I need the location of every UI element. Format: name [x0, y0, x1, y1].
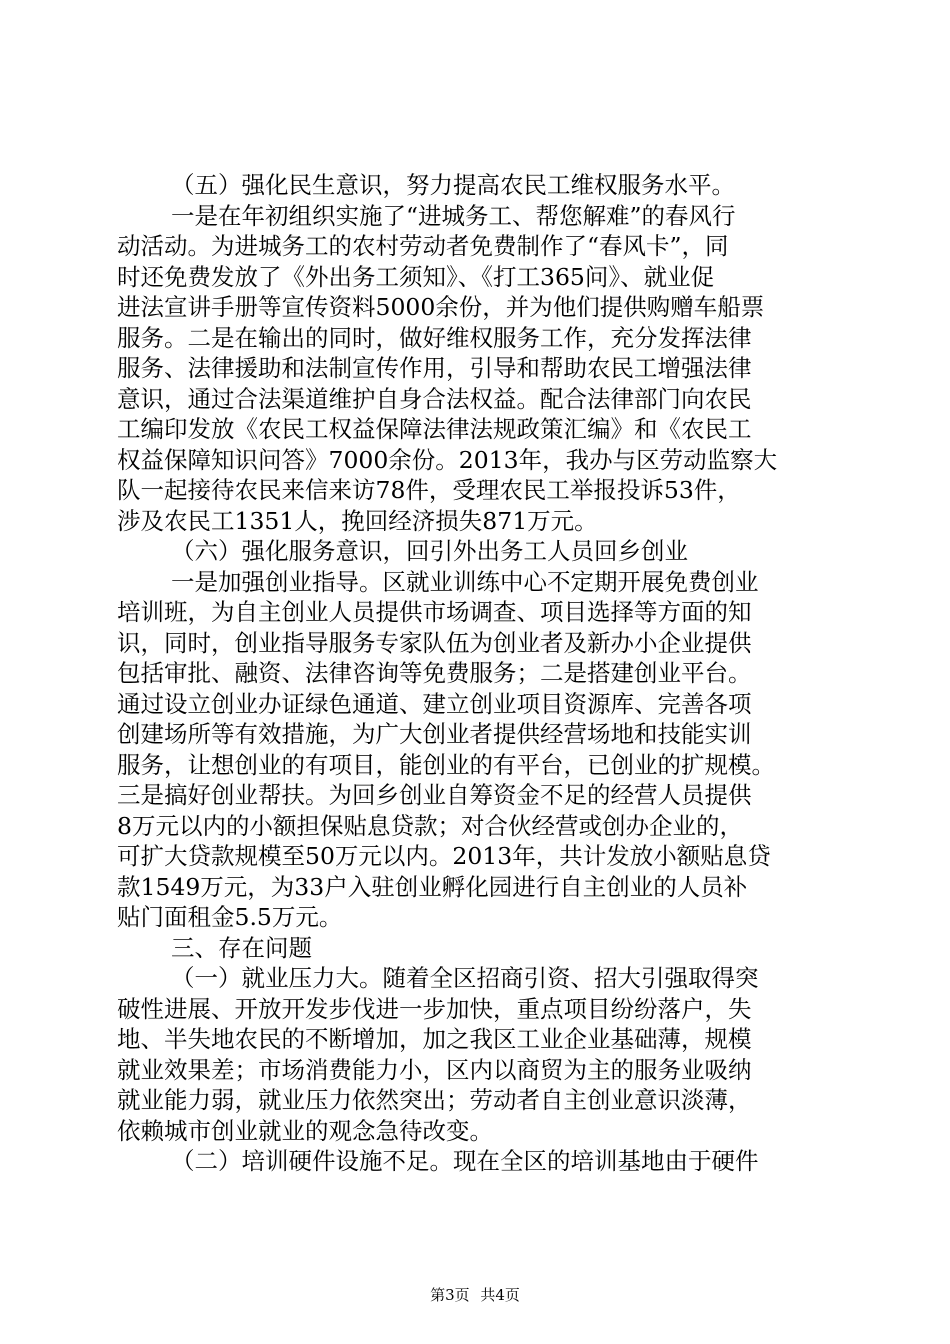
text-line: 包括审批、融资、法律咨询等免费服务；二是搭建创业平台。 — [117, 659, 752, 687]
text-line: 贴门面租金5.5万元。 — [117, 903, 343, 931]
text-line: （二）培训硬件设施不足。现在全区的培训基地由于硬件 — [171, 1147, 759, 1175]
text-line: 就业效果差；市场消费能力小，区内以商贸为主的服务业吸纳 — [117, 1055, 752, 1084]
text-line: （一）就业压力大。随着全区招商引资、招大引强取得突 — [171, 964, 759, 992]
text-line: 破性进展、开放开发步伐进一步加快，重点项目纷纷落户，失 — [117, 994, 752, 1023]
text-line: 识，同时，创业指导服务专家队伍为创业者及新办小企业提供 — [117, 628, 752, 657]
document-body — [117, 170, 837, 1177]
text-line: 一是加强创业指导。区就业训练中心不定期开展免费创业 — [171, 567, 759, 596]
text-line: 涉及农民工1351人，挽回经济损失871万元。 — [117, 506, 598, 535]
text-line: 可扩大贷款规模至50万元以内。2013年，共计发放小额贴息贷 — [117, 842, 771, 870]
text-line: 队一起接待农民来信来访78件，受理农民工举报投诉53件， — [117, 476, 741, 504]
page-footer — [0, 1285, 950, 1305]
text-line: 服务。二是在输出的同时，做好维权服务工作，充分发挥法律 — [117, 323, 752, 352]
text-line: 通过设立创业办证绿色通道、建立创业项目资源库、完善各项 — [117, 689, 752, 718]
text-line: 就业能力弱，就业压力依然突出；劳动者自主创业意识淡薄， — [117, 1086, 752, 1114]
page-number: 第3页 — [430, 1286, 470, 1304]
text-line: 服务，让想创业的有项目，能创业的有平台，已创业的扩规模。 — [117, 750, 775, 779]
text-line: 进法宣讲手册等宣传资料5000余份，并为他们提供购赠车船票 — [117, 293, 765, 321]
text-line: 款1549万元，为33户入驻创业孵化园进行自主创业的人员补 — [117, 872, 748, 901]
text-line: 工编印发放《农民工权益保障法律法规政策汇编》和《农民工 — [117, 415, 752, 443]
text-line: （六）强化服务意识，回引外出务工人员回乡创业 — [171, 537, 688, 565]
text-line: 地、半失地农民的不断增加，加之我区工业企业基础薄，规模 — [117, 1025, 752, 1053]
text-line: 权益保障知识问答》7000余份。2013年，我办与区劳动监察大 — [117, 445, 778, 474]
text-line: 8万元以内的小额担保贴息贷款；对合伙经营或创办企业的， — [117, 811, 743, 840]
text-line: 意识，通过合法渠道维护自身合法权益。配合法律部门向农民 — [117, 384, 752, 413]
text-line: 创建场所等有效措施，为广大创业者提供经营场地和技能实训 — [117, 720, 752, 748]
text-line: 服务、法律援助和法制宣传作用，引导和帮助农民工增强法律 — [117, 354, 752, 382]
page-total: 共4页 — [480, 1286, 520, 1304]
text-line: 一是在年初组织实施了“进城务工、帮您解难”的春风行 — [171, 201, 736, 230]
text-line: 三、存在问题 — [171, 933, 312, 962]
text-line: 依赖城市创业就业的观念急待改变。 — [117, 1116, 493, 1145]
text-line: 动活动。为进城务工的农村劳动者免费制作了“春风卡”，同 — [117, 232, 729, 260]
text-line: （五）强化民生意识，努力提高农民工维权服务水平。 — [171, 171, 735, 199]
text-line: 时还免费发放了《外出务工须知》、《打工365问》、就业促 — [117, 262, 715, 291]
text-line: 培训班，为自主创业人员提供市场调查、项目选择等方面的知 — [117, 598, 752, 626]
text-line: 三是搞好创业帮扶。为回乡创业自筹资金不足的经营人员提供 — [117, 781, 752, 809]
